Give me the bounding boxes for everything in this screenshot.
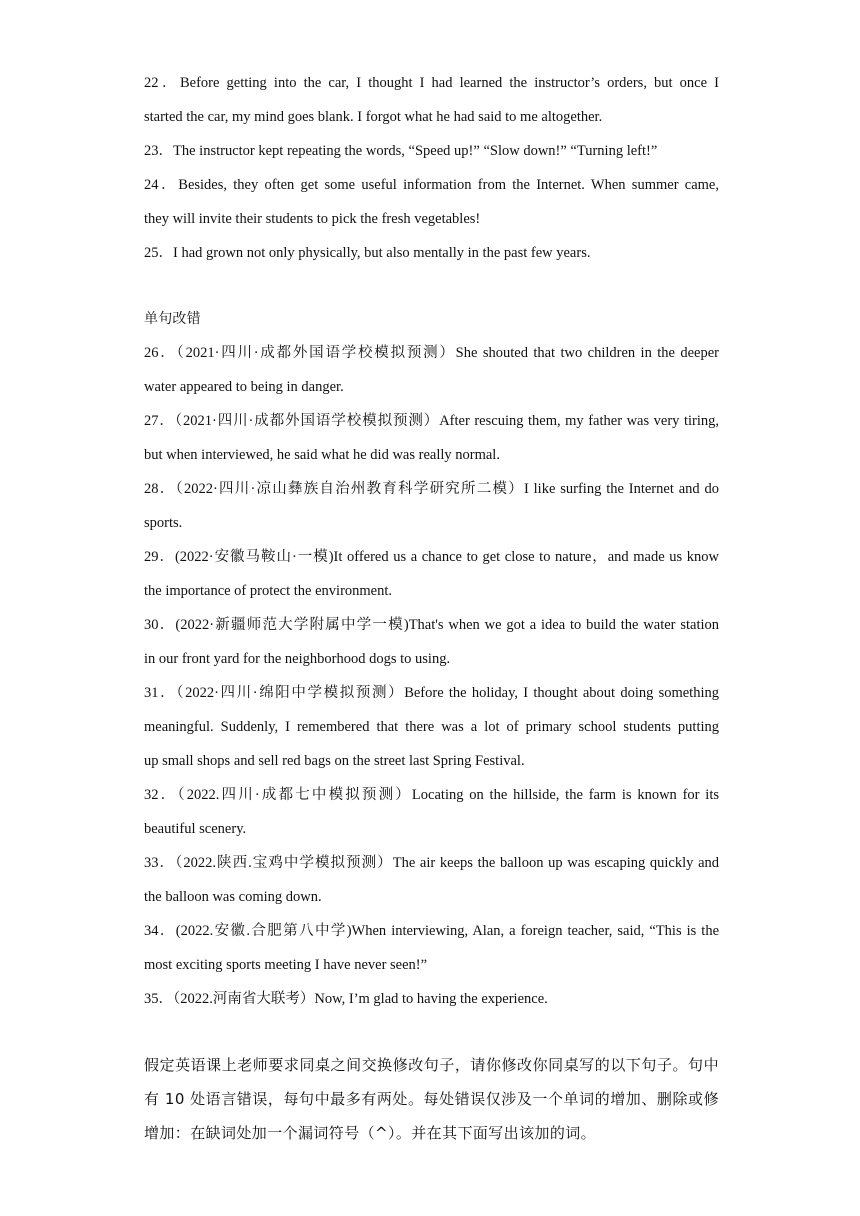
- text-line: 24．Besides, they often get some useful information from the Internet. When summer came,: [144, 177, 719, 193]
- text-line: but when interviewed, he said what he did was really normal.: [144, 447, 500, 463]
- instruction-line: 有 10 处语言错误，每句中最多有两处。每处错误仅涉及一个单词的增加、删除或修: [144, 1090, 719, 1108]
- exercise-item: [144, 914, 719, 982]
- exercise-item: [144, 778, 719, 846]
- text-line: 25．I had grown not only physically, but also mentally in the past few years.: [144, 245, 591, 261]
- exercise-item: [144, 236, 719, 270]
- text-line: 32．（2022.四川·成都七中模拟预测）Locating on the hillside, the farm is known for its: [144, 787, 719, 803]
- text-line: started the car, my mind goes blank. I forgot what he had said to me altogether.: [144, 109, 603, 125]
- text-line: they will invite their students to pick the fresh vegetables!: [144, 211, 481, 227]
- text-line: meaningful. Suddenly, I remembered that there was a lot of primary school students putting: [144, 719, 719, 735]
- text-line: 34．(2022.安徽.合肥第八中学)When interviewing, Alan, a foreign teacher, said, “This is the: [144, 923, 719, 939]
- text-line: in our front yard for the neighborhood dogs to using.: [144, 651, 451, 667]
- text-line: beautiful scenery.: [144, 821, 247, 837]
- text-line: 30．(2022·新疆师范大学附属中学一模)That's when we got a idea to build the water station: [144, 617, 719, 633]
- text-line: 31．（2022·四川·绵阳中学模拟预测）Before the holiday, I thought about doing something: [144, 685, 719, 701]
- page-content: [144, 66, 719, 1150]
- exercise-item: [144, 134, 719, 168]
- text-line: most exciting sports meeting I have never seen!”: [144, 957, 428, 973]
- text-line: sports.: [144, 515, 183, 531]
- text-line: water appeared to being in danger.: [144, 379, 344, 395]
- text-line: 29．(2022·安徽马鞍山·一模)It offered us a chance to get close to nature，and made us know: [144, 549, 719, 565]
- text-line: up small shops and sell red bags on the street last Spring Festival.: [144, 753, 525, 769]
- section-title: 单句改错: [144, 311, 201, 327]
- instruction-line: 增加：在缺词处加一个漏词符号（^）。并在其下面写出该加的词。: [144, 1124, 597, 1142]
- text-line: 22．Before getting into the car, I thought I had learned the instructor’s orders, but once I: [144, 75, 719, 91]
- instruction-line: 假定英语课上老师要求同桌之间交换修改句子，请你修改你同桌写的以下句子。句中: [144, 1056, 719, 1074]
- text-line: the balloon was coming down.: [144, 889, 322, 905]
- text-line: 23．The instructor kept repeating the words, “Speed up!” “Slow down!” “Turning left!”: [144, 143, 658, 159]
- text-line: 28．（2022·四川·凉山彝族自治州教育科学研究所二模）I like surfing the Internet and do: [144, 481, 719, 497]
- section-gap: [144, 270, 719, 302]
- instructions-paragraph: [144, 1048, 719, 1150]
- exercise-item: [144, 676, 719, 778]
- exercise-list-continued: [144, 66, 719, 270]
- exercise-item: [144, 472, 719, 540]
- exercise-item: [144, 982, 719, 1016]
- text-line: 35．（2022.河南省大联考）Now, I’m glad to having the experience.: [144, 991, 548, 1007]
- exercise-item: [144, 540, 719, 608]
- exercise-item: [144, 168, 719, 236]
- sentence-correction-list: [144, 336, 719, 1016]
- exercise-item: [144, 404, 719, 472]
- text-line: 27．（2021·四川·成都外国语学校模拟预测）After rescuing them, my father was very tiring,: [144, 413, 719, 429]
- text-line: the importance of protect the environment.: [144, 583, 393, 599]
- text-line: 26．（2021·四川·成都外国语学校模拟预测）She shouted that two children in the deeper: [144, 345, 719, 361]
- text-line: 33．（2022.陕西.宝鸡中学模拟预测）The air keeps the balloon up was escaping quickly and: [144, 855, 719, 871]
- exercise-item: [144, 846, 719, 914]
- exercise-item: [144, 608, 719, 676]
- section-gap: [144, 1016, 719, 1048]
- exercise-item: [144, 336, 719, 404]
- exercise-item: [144, 66, 719, 134]
